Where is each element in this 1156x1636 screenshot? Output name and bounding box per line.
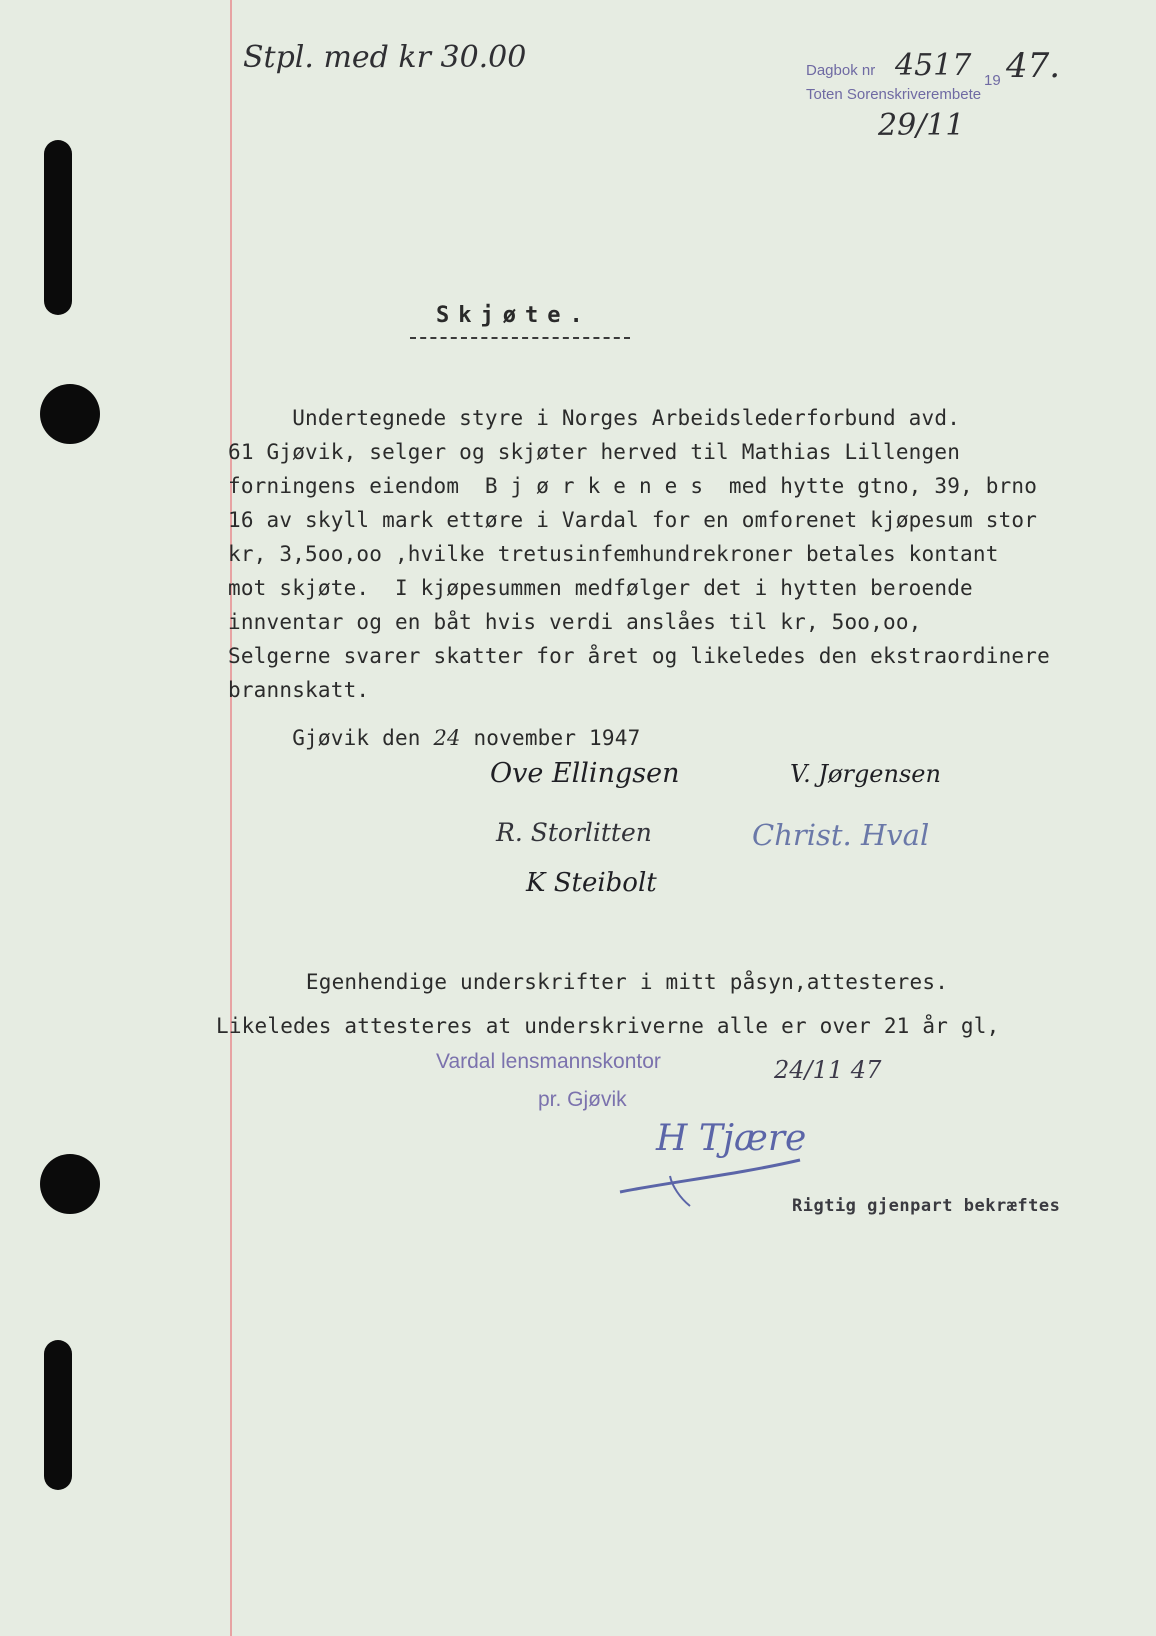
signature-3: R. Storlitten xyxy=(496,818,652,847)
date-line xyxy=(228,726,640,750)
signature-2: V. Jørgensen xyxy=(790,760,941,788)
title-underline xyxy=(410,337,630,339)
signature-flourish xyxy=(610,1152,810,1212)
body-line-1: Undertegnede styre i Norges Arbeidslederforbund avd. xyxy=(228,406,961,430)
punch-hole-2 xyxy=(40,1154,100,1214)
footer-stamp: Rigtig gjenpart bekræftes xyxy=(792,1196,1061,1216)
date-day: 24 xyxy=(433,726,461,750)
lensmann-stamp-line-2: pr. Gjøvik xyxy=(538,1088,627,1111)
body-line-2: 61 Gjøvik, selger og skjøter herved til Mathias Lillengen xyxy=(228,440,961,464)
dagbok-number: 4517 xyxy=(895,48,972,83)
body-line-8: Selgerne svarer skatter for året og likeledes den ekstraordinere xyxy=(228,644,1050,668)
document-title: Skjøte. xyxy=(436,303,592,328)
office-stamp: Toten Sorenskriverembete xyxy=(806,86,982,103)
binding-hole-top xyxy=(44,140,72,315)
attest-date: 24/11 47 xyxy=(774,1056,882,1084)
attest-signature: H Tjære xyxy=(656,1118,807,1159)
body-line-7: innventar og en båt hvis verdi anslåes til kr, 5oo,oo, xyxy=(228,610,922,634)
body-line-5: kr, 3,5oo,oo ,hvilke tretusinfemhundrekroner betales kontant xyxy=(228,542,999,566)
attestation-line-2: Likeledes attesteres at underskriverne alle er over 21 år gl, xyxy=(216,1014,1000,1038)
body-line-4: 16 av skyll mark ettøre i Vardal for en omforenet kjøpesum stor xyxy=(228,508,1038,532)
dagbok-label: Dagbok nr xyxy=(806,62,876,79)
date-suffix: november 1947 xyxy=(460,726,641,750)
date-prefix: Gjøvik den xyxy=(228,726,434,750)
date-received: 29/11 xyxy=(878,108,965,143)
attestation-line-1: Egenhendige underskrifter i mitt påsyn,attesteres. xyxy=(216,970,949,994)
fee-note: Stpl. med kr 30.00 xyxy=(243,40,527,75)
signature-1: Ove Ellingsen xyxy=(490,758,680,789)
signature-5: K Steibolt xyxy=(526,868,657,898)
year-suffix: 47. xyxy=(1006,46,1061,86)
year-prefix: 19 xyxy=(984,72,1001,89)
punch-hole-1 xyxy=(40,384,100,444)
body-line-6: mot skjøte. I kjøpesummen medfølger det i hytten beroende xyxy=(228,576,973,600)
signature-4: Christ. Hval xyxy=(752,818,930,852)
margin-rule xyxy=(230,0,232,1636)
binding-hole-bottom xyxy=(44,1340,72,1490)
body-line-3: forningens eiendom B j ø r k e n e s med hytte gtno, 39, brno xyxy=(228,474,1038,498)
lensmann-stamp-line-1: Vardal lensmannskontor xyxy=(436,1050,661,1073)
body-line-9: brannskatt. xyxy=(228,678,370,702)
